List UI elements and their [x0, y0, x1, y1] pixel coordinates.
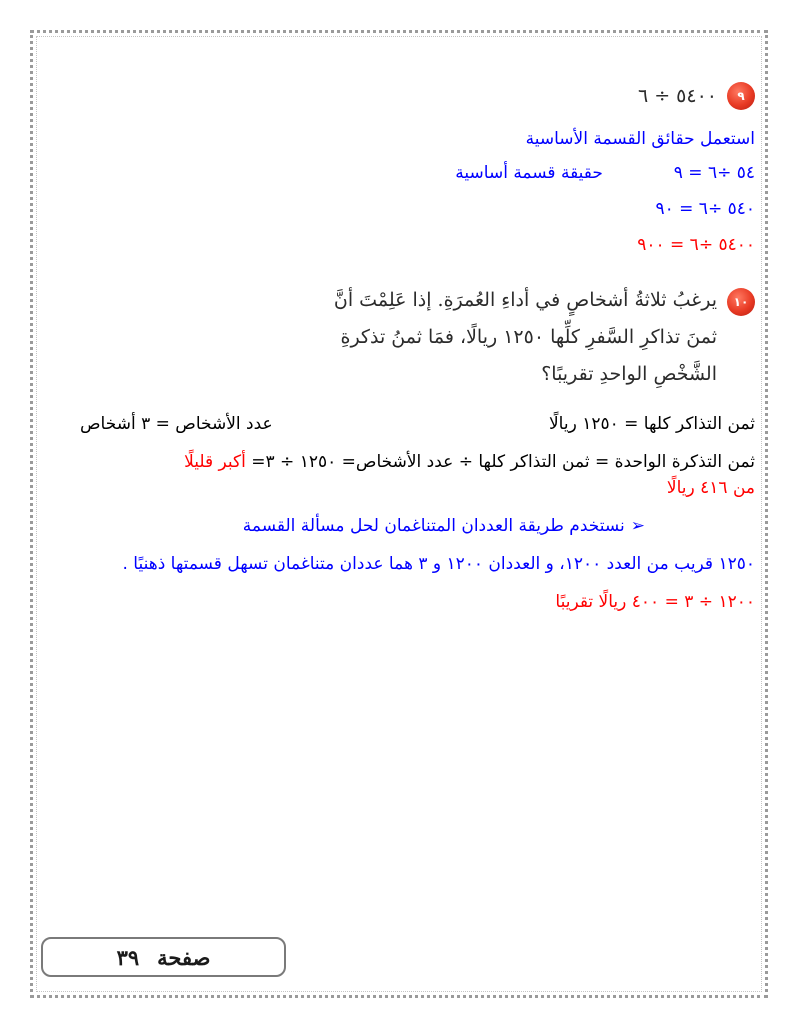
solution-9-fact: ٥٤ ÷٦ = ٩ [673, 163, 755, 183]
page-number: ٣٩ [116, 944, 140, 970]
problem-10-line-2: ثمنَ تذاكرِ السَّفرِ كلِّها ١٢٥٠ ريالًا، فمَا ثمنُ تذكرةِ [340, 326, 717, 348]
solution-9-step-2: ٥٤٠ ÷٦ = ٩٠ [655, 199, 755, 219]
solution-10-explanation: ١٢٥٠ قريب من العدد ١٢٠٠، و العددان ١٢٠٠ و ٣ هما عددان متناغمان تسهل قسمتها ذهنيًا . [122, 554, 755, 574]
solution-10 [80, 411, 755, 615]
problem-9 [80, 78, 755, 114]
solution-9-fact-label: حقيقة قسمة أساسية [455, 163, 603, 183]
page-word: صفحة [157, 944, 211, 970]
solution-10-persons: عدد الأشخاص = ٣ أشخاص [80, 414, 273, 434]
solution-10-strategy-line [80, 513, 755, 539]
solution-10-total-price: ثمن التذاكر كلها = ١٢٥٠ ريالًا [548, 414, 755, 434]
solution-10-formula-part-2: أكبر قليلًا [184, 452, 246, 472]
problem-10-text [334, 282, 717, 393]
solution-9-intro: استعمل حقائق القسمة الأساسية [525, 129, 755, 149]
solution-10-formula-part-3: من ٤١٦ ريالًا [666, 478, 755, 498]
solution-10-given [80, 411, 755, 437]
problem-9-expression: ٥٤٠٠ ÷ ٦ [637, 85, 717, 107]
solution-10-result: ١٢٠٠ ÷ ٣ = ٤٠٠ ريالًا تقريبًا [555, 592, 755, 612]
arrow-bullet-icon: ➢ [630, 516, 645, 536]
solution-10-formula [80, 449, 755, 501]
problem-10-line-3: الشَّخْصِ الواحدِ تقريبًا؟ [541, 363, 717, 385]
solution-10-strategy: نستخدم طريقة العددان المتناغمان لحل مسألة القسمة [242, 516, 625, 536]
solution-9 [80, 126, 755, 258]
problem-number-badge: ١٠ [727, 288, 755, 316]
solution-9-step-3: ٥٤٠٠ ÷٦ = ٩٠٠ [637, 235, 755, 255]
solution-9-fact-line [80, 160, 755, 186]
page-content [80, 78, 755, 615]
problem-10-line-1: يرغبُ ثلاثةُ أشخاصٍ في أداءِ العُمرَةِ. إذا عَلِمْتَ أنَّ [333, 289, 717, 311]
problem-number-badge: ٩ [727, 82, 755, 110]
page-number-label [41, 937, 286, 977]
problem-10 [80, 282, 755, 393]
solution-10-formula-part-1: ثمن التذكرة الواحدة = ثمن التذاكر كلها ÷ عدد الأشخاص= ١٢٥٠ ÷ ٣= [245, 452, 755, 472]
